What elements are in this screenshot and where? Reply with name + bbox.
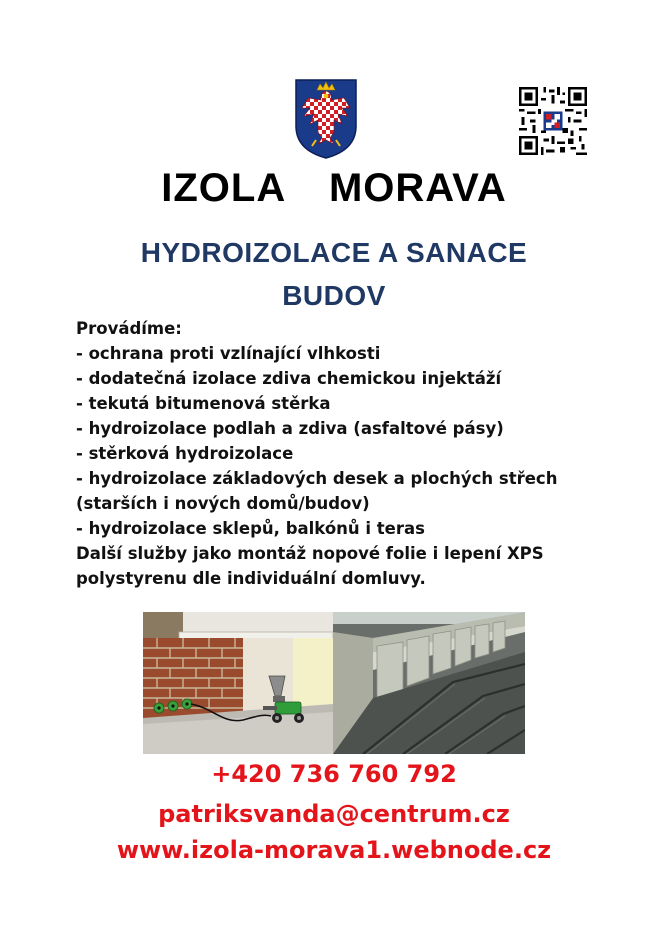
service-item: - hydroizolace základových desek a plochých střech [76, 469, 558, 488]
qr-code-icon[interactable] [519, 87, 587, 155]
subtitle-line-2: BUDOV [282, 280, 386, 311]
moravian-coat-of-arms-icon [294, 78, 358, 160]
service-item: - hydroizolace sklepů, balkónů i teras [76, 519, 425, 538]
service-item: (starších i nových domů/budov) [76, 494, 370, 513]
service-item: - hydroizolace podlah a zdiva (asfaltové pásy) [76, 419, 504, 438]
website-link[interactable]: www.izola-morava1.webnode.cz [116, 836, 552, 864]
service-item: - tekutá bitumenová stěrka [76, 394, 331, 413]
wall-injection-photo [143, 612, 333, 754]
service-item: - stěrková hydroizolace [76, 444, 294, 463]
subtitle-line-1: HYDROIZOLACE A SANACE [140, 237, 528, 268]
email-link[interactable]: patriksvanda@centrum.cz [158, 800, 510, 828]
services-extra-line-2: polystyrenu dle individuální domluvy. [76, 569, 426, 588]
services-intro: Provádíme: [76, 319, 182, 338]
phone-number-link[interactable]: +420 736 760 792 [211, 760, 457, 788]
service-item: - ochrana proti vzlínající vlhkosti [76, 344, 381, 363]
company-name: IZOLA MORAVA [161, 166, 507, 210]
services-list [76, 316, 596, 591]
photo-strip [143, 612, 525, 754]
services-extra-line-1: Další služby jako montáž nopové folie i lepení XPS [76, 544, 544, 563]
service-item: - dodatečná izolace zdiva chemickou injektáží [76, 369, 502, 388]
flat-roof-photo [333, 612, 525, 754]
